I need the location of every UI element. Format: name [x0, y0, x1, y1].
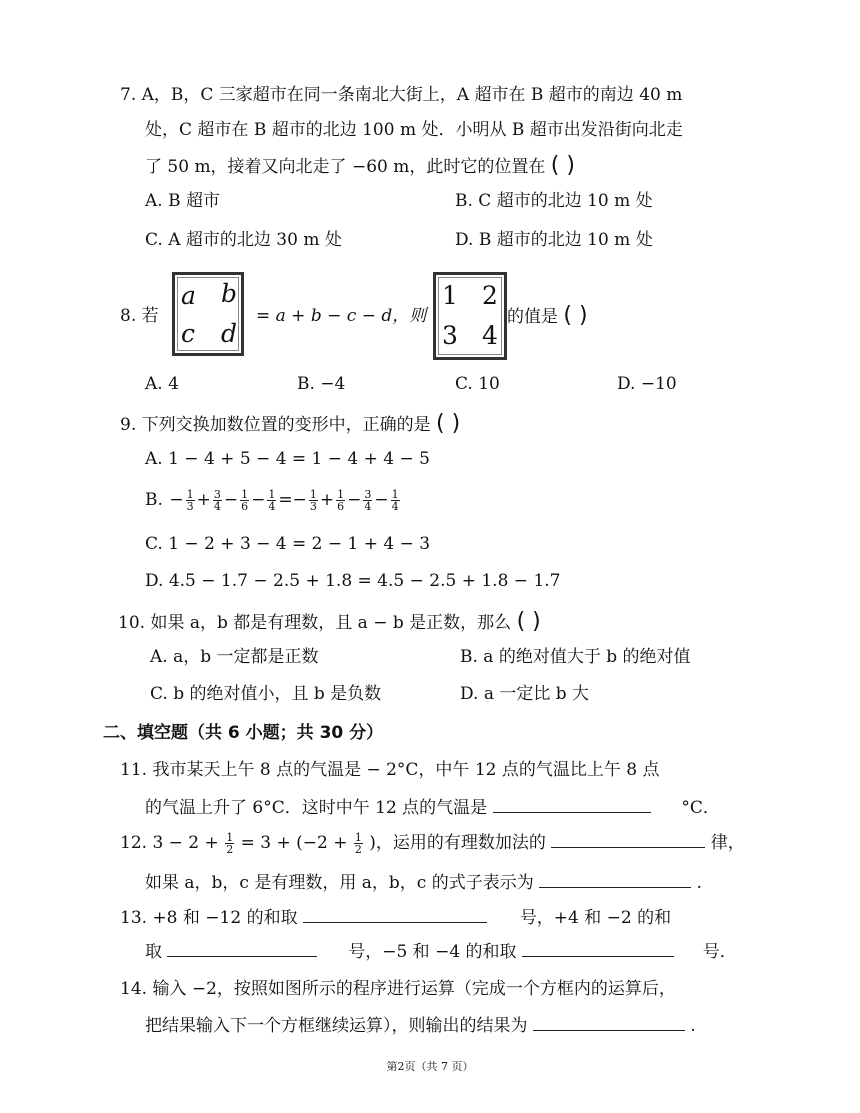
- q13-blank-3[interactable]: [522, 938, 674, 957]
- q11-line2-text: 的气温上升了 6°C．这时中午 12 点的气温是: [145, 798, 488, 818]
- q14-end: .: [690, 1016, 696, 1036]
- q8-option-c: C. 10: [455, 374, 500, 394]
- q8-number: 8. 若: [120, 306, 159, 326]
- q7-option-b: B. C 超市的北边 10 m 处: [455, 191, 653, 211]
- section-title-fill-in: 二、填空题（共 6 小题；共 30 分）: [103, 723, 384, 743]
- q9-b-sign: −: [251, 490, 266, 510]
- q8-answer-paren: ( ): [563, 303, 588, 328]
- q7-line3-text: 了 50 m，接着又向北走了 −60 m，此时它的位置在: [145, 157, 546, 177]
- q9-option-b: [145, 485, 401, 515]
- q10-stem: [118, 610, 541, 635]
- matrix-cell-d: d: [221, 319, 238, 348]
- q9-b-fraction: $\frac{1}{3}$: [186, 488, 194, 513]
- q13-part5: 号．: [702, 942, 737, 962]
- q7-line1: 7. A，B，C 三家超市在同一条南北大街上，A 超市在 B 超市的南边 40 m: [120, 85, 683, 105]
- q12-tail: 律，: [710, 833, 745, 853]
- q12-post: )，运用的有理数加法的: [369, 833, 546, 853]
- q13-part3: 取: [145, 942, 162, 962]
- q13-line2: [145, 938, 737, 964]
- matrix-cell-c: c: [181, 319, 196, 348]
- q9-b-fraction: $\frac{1}{6}$: [241, 488, 249, 513]
- q9-stem-text: 9. 下列交换加数位置的变形中，正确的是: [120, 415, 431, 435]
- q9-b-sign: −: [347, 490, 362, 510]
- matrix-cell-1: 1: [442, 281, 458, 310]
- q9-stem: [120, 412, 460, 437]
- q14-answer-blank[interactable]: [533, 1012, 685, 1031]
- q12-mid: = 3 + (−2 +: [240, 833, 348, 853]
- q14-line2-text: 把结果输入下一个方框继续运算），则输出的结果为: [145, 1016, 528, 1036]
- q7-line2: 处，C 超市在 B 超市的北边 100 m 处．小明从 B 超市出发沿街向北走: [145, 120, 683, 140]
- q7-answer-paren: ( ): [550, 153, 575, 178]
- q9-b-sign: =−: [278, 490, 307, 510]
- q10-option-c: C. b 的绝对值小，且 b 是负数: [150, 684, 382, 704]
- q9-option-b-expression: [168, 488, 400, 513]
- q10-option-b: B. a 的绝对值大于 b 的绝对值: [460, 647, 691, 667]
- q13-part2: 号，+4 和 −2 的和: [519, 908, 672, 928]
- q9-b-fraction: $\frac{1}{4}$: [268, 488, 276, 513]
- q11-line2: [145, 794, 720, 820]
- q14-line1: 14. 输入 −2，按照如图所示的程序进行运算（完成一个方框内的运算后，: [120, 979, 676, 999]
- q8-matrix-1234: [433, 272, 507, 360]
- q7-option-c: C. A 超市的北边 30 m 处: [145, 230, 342, 250]
- q9-b-fraction: $\frac{3}{4}$: [213, 488, 221, 513]
- page-footer: 第2页（共 7 页）: [386, 1060, 474, 1073]
- q9-b-fraction: $\frac{1}{6}$: [337, 488, 345, 513]
- q9-b-sign: −: [223, 490, 239, 510]
- q12-pre: 12. 3 − 2 +: [120, 833, 219, 853]
- q8-matrix-abcd: [172, 272, 244, 356]
- q13-blank-2[interactable]: [167, 938, 317, 957]
- q9-b-sign: +: [196, 490, 211, 510]
- matrix-cell-b: b: [221, 279, 238, 308]
- q12-line2-text: 如果 a，b，c 是有理数，用 a，b，c 的式子表示为: [145, 873, 534, 893]
- q9-b-fraction: $\frac{1}{3}$: [309, 488, 317, 513]
- q12-line2: [145, 869, 702, 895]
- q11-line1: 11. 我市某天上午 8 点的气温是 − 2°C，中午 12 点的气温比上午 8 点: [120, 760, 660, 780]
- q13-line1: [120, 904, 671, 930]
- q11-answer-blank[interactable]: [493, 794, 651, 813]
- matrix-cell-4: 4: [482, 321, 498, 350]
- q12-fraction-half: $\frac{1}{2}$: [226, 831, 234, 856]
- q9-b-sign: +: [319, 490, 335, 510]
- matrix-cell-3: 3: [442, 321, 458, 350]
- q13-part4: 号，−5 和 −4 的和取: [348, 942, 517, 962]
- q8-option-b: B. −4: [297, 374, 346, 394]
- q12-line1: [120, 828, 745, 858]
- q13-part1: 13. +8 和 −12 的和取: [120, 908, 298, 928]
- q10-option-a: A. a，b 一定都是正数: [150, 647, 319, 667]
- q9-option-d: D. 4.5 − 1.7 − 2.5 + 1.8 = 4.5 − 2.5 + 1.8 − 1.7: [145, 571, 561, 591]
- q8-tail: [507, 304, 588, 329]
- q7-option-d: D. B 超市的北边 10 m 处: [455, 230, 653, 250]
- q14-line2: [145, 1012, 696, 1038]
- q9-b-sign: −: [169, 490, 184, 510]
- q9-b-fraction: $\frac{1}{4}$: [391, 488, 399, 513]
- q8-option-a: A. 4: [145, 374, 179, 394]
- q9-answer-paren: ( ): [436, 411, 461, 436]
- q9-b-sign: −: [374, 490, 389, 510]
- q10-answer-paren: ( ): [516, 609, 541, 634]
- q9-option-a: A. 1 − 4 + 5 − 4 = 1 − 4 + 4 − 5: [145, 449, 430, 469]
- q8-formula: = a + b − c − d，则: [256, 306, 427, 326]
- q9-b-fraction: $\frac{3}{4}$: [364, 488, 372, 513]
- q12-expression-blank[interactable]: [539, 869, 691, 888]
- matrix-cell-a: a: [181, 281, 196, 310]
- q12-fraction-half-2: $\frac{1}{2}$: [354, 831, 362, 856]
- matrix-cell-2: 2: [482, 281, 498, 310]
- q10-option-d: D. a 一定比 b 大: [460, 684, 590, 704]
- q8-option-d: D. −10: [617, 374, 677, 394]
- q11-unit: °C．: [681, 798, 720, 818]
- q10-stem-text: 10. 如果 a，b 都是有理数，且 a − b 是正数，那么: [118, 613, 512, 633]
- q7-line3: [145, 154, 575, 179]
- q13-blank-1[interactable]: [303, 904, 487, 923]
- q9-option-c: C. 1 − 2 + 3 − 4 = 2 − 1 + 4 − 3: [145, 534, 431, 554]
- q8-tail-text: 的值是: [507, 307, 558, 327]
- q12-law-blank[interactable]: [551, 829, 705, 848]
- q7-option-a: A. B 超市: [145, 191, 220, 211]
- q12-end: .: [696, 873, 702, 893]
- q9-option-b-label: B.: [145, 490, 163, 510]
